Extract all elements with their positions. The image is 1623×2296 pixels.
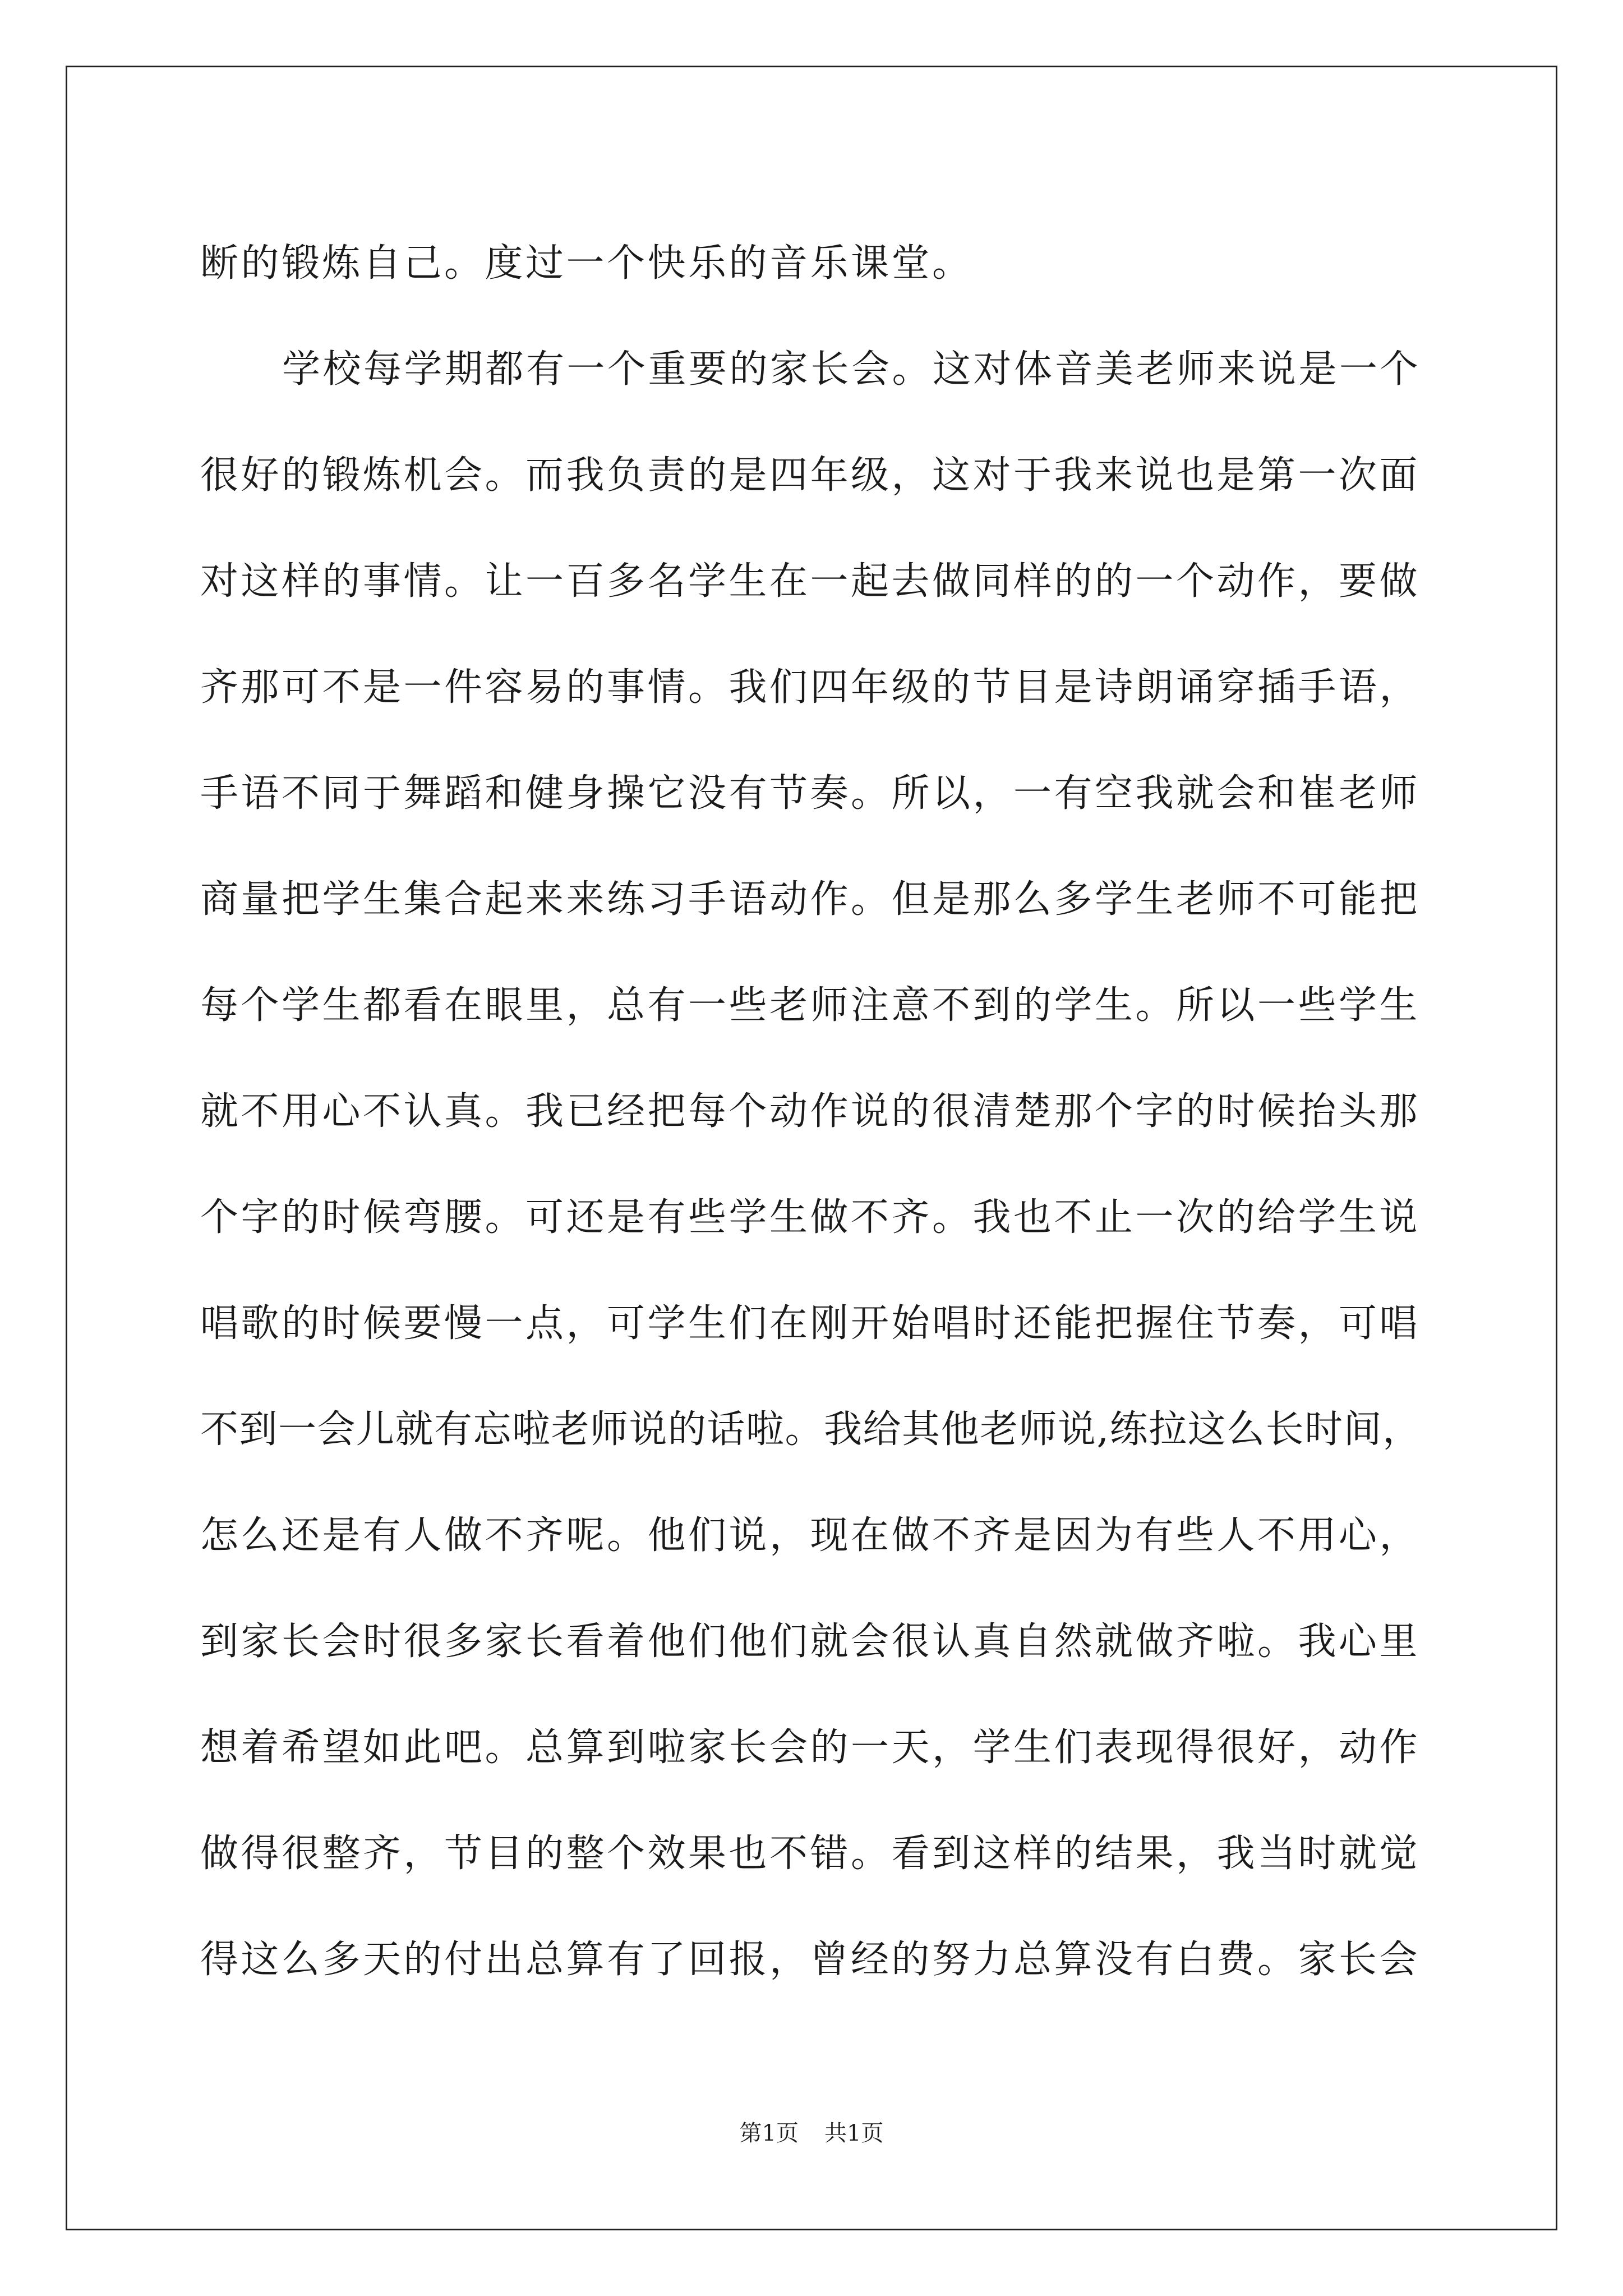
text-line: 断的锻炼自己。度过一个快乐的音乐课堂。 [200,241,973,286]
text-line: 做得很整齐，节目的整个效果也不错。看到这样的结果，我当时就觉 [200,1832,1421,1876]
text-line: 想着希望如此吧。总算到啦家长会的一天，学生们表现得很好，动作 [200,1726,1421,1770]
text-line: 很好的锻炼机会。而我负责的是四年级，这对于我来说也是第一次面 [200,453,1421,498]
text-line: 就不用心不认真。我已经把每个动作说的很清楚那个字的时候抬头那 [200,1089,1421,1134]
text-line: 商量把学生集合起来来练习手语动作。但是那么多学生老师不可能把 [200,877,1421,922]
text-line: 对这样的事情。让一百多名学生在一起去做同样的的一个动作，要做 [200,559,1421,604]
page-number: 第1页 [739,2120,799,2146]
text-line: 每个学生都看在眼里，总有一些老师注意不到的学生。所以一些学生 [200,983,1421,1028]
text-line: 个字的时候弯腰。可还是有些学生做不齐。我也不止一次的给学生说 [200,1195,1421,1240]
text-line: 手语不同于舞蹈和健身操它没有节奏。所以，一有空我就会和崔老师 [200,771,1421,816]
document-body [200,210,1423,2013]
text-line: 唱歌的时候要慢一点，可学生们在刚开始唱时还能把握住节奏，可唱 [200,1301,1421,1346]
text-line: 到家长会时很多家长看着他们他们就会很认真自然就做齐啦。我心里 [200,1619,1421,1664]
text-line: 齐那可不是一件容易的事情。我们四年级的节目是诗朗诵穿插手语， [200,665,1421,710]
text-line: 不到一会儿就有忘啦老师说的话啦。我给其他老师说,练拉这么长时间， [200,1407,1422,1452]
paragraph-first-line: 学校每学期都有一个重要的家长会。这对体音美老师来说是一个 [282,347,1421,392]
page-total: 共1页 [824,2120,884,2146]
page-footer [0,2118,1623,2149]
text-line: 得这么多天的付出总算有了回报，曾经的努力总算没有白费。家长会 [200,1938,1421,1982]
text-line: 怎么还是有人做不齐呢。他们说，现在做不齐是因为有些人不用心， [200,1513,1421,1558]
